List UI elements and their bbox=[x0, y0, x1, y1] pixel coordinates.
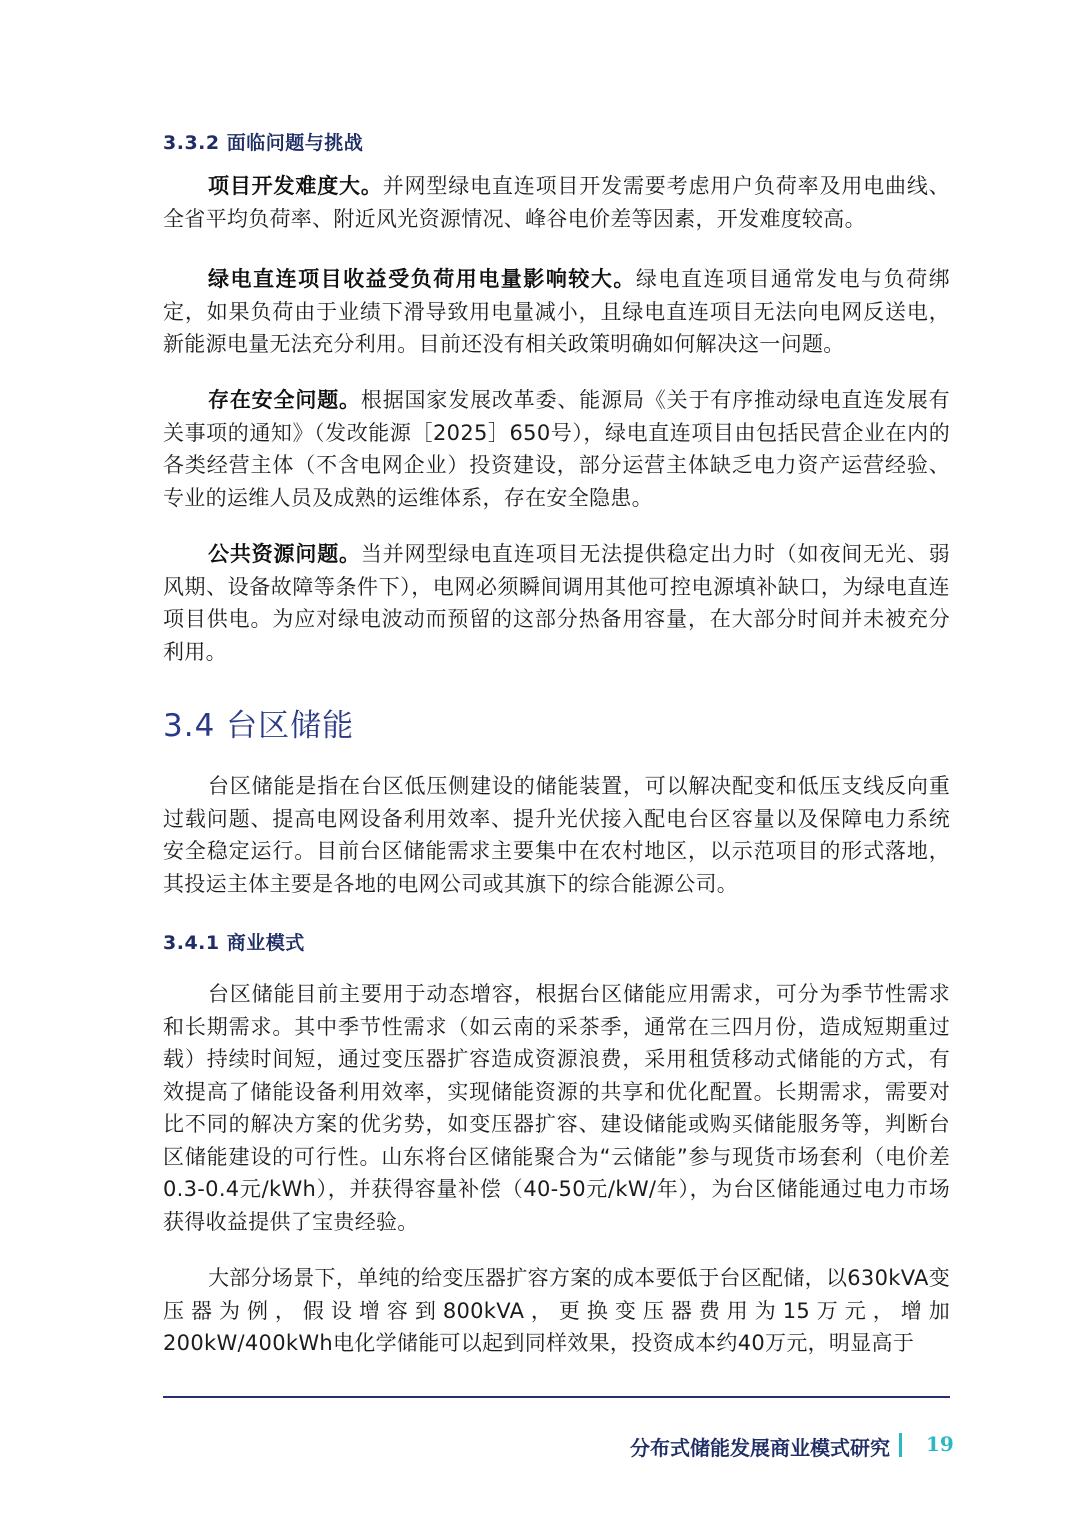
footer-report-title: 分布式储能发展商业模式研究 bbox=[630, 1436, 890, 1460]
section-heading-3-4-1: 3.4.1 商业模式 bbox=[163, 932, 305, 954]
paragraph-text: 根据国家发展改革委、能源局《关于有序推动绿电直连发展有关事项的通知》（发改能源［2025］650号），绿电直连项目由包括民营企业在内的各类经营主体（不含电网企业）投资建设，部分运营主体缺乏电力资产运营经验、专业的运维人员及成熟的运维体系，存在安全隐患。 bbox=[163, 388, 950, 510]
section-heading-3-3-2: 3.3.2 面临问题与挑战 bbox=[163, 132, 364, 154]
paragraph-load-impact bbox=[163, 263, 950, 361]
paragraph-lead: 存在安全问题。 bbox=[208, 388, 361, 412]
paragraph-text: 当并网型绿电直连项目无法提供稳定出力时（如夜间无光、弱风期、设备故障等条件下），电网必须瞬间调用其他可控电源填补缺口，为绿电直连项目供电。为应对绿电波动而预留的这部分热备用容量，在大部分时间并未被充分利用。 bbox=[163, 542, 950, 664]
footer-separator bbox=[899, 1433, 902, 1457]
paragraph-business-model: 台区储能目前主要用于动态增容，根据台区储能应用需求，可分为季节性需求和长期需求。其中季节性需求（如云南的采茶季，通常在三四月份，造成短期重过载）持续时间短，通过变压器扩容造成资源浪费，采用租赁移动式储能的方式，有效提高了储能设备利用效率，实现储能资源的共享和优化配置。长期需求，需要对比不同的解决方案的优劣势，如变压器扩容、建设储能或购买储能服务等，判断台区储能建设的可行性。山东将台区储能聚合为“云储能”参与现货市场套利（电价差0.3-0.4元/kWh），并获得容量补偿（40-50元/kW/年），为台区储能通过电力市场获得收益提供了宝贵经验。 bbox=[163, 982, 950, 1234]
section-heading-3-4: 3.4 台区储能 bbox=[163, 708, 355, 744]
paragraph-text: 绿电直连项目通常发电与负荷绑定，如果负荷由于业绩下滑导致用电量减小，且绿电直连项目无法向电网反送电，新能源电量无法充分利用。目前还没有相关政策明确如何解决这一问题。 bbox=[163, 267, 951, 356]
paragraph-lead: 项目开发难度大。 bbox=[208, 174, 383, 198]
paragraph-cost-comparison: 大部分场景下，单纯的给变压器扩容方案的成本要低于台区配储，以630kVA变压器为例，假设增容到800kVA，更换变压器费用为15万元，增加200kW/400kWh电化学储能可以起到同样效果，投资成本约40万元，明显高于 bbox=[163, 1266, 950, 1355]
paragraph-taiqu-storage-intro: 台区储能是指在台区低压侧建设的储能装置，可以解决配变和低压支线反向重过载问题、提高电网设备利用效率、提升光伏接入配电台区容量以及保障电力系统安全稳定运行。目前台区储能需求主要集中在农村地区，以示范项目的形式落地，其投运主体主要是各地的电网公司或其旗下的综合能源公司。 bbox=[163, 774, 950, 896]
paragraph-development-difficulty bbox=[163, 170, 950, 235]
paragraph-lead: 公共资源问题。 bbox=[208, 542, 361, 566]
page-number: 19 bbox=[926, 1432, 954, 1456]
footer-divider bbox=[163, 1396, 950, 1398]
paragraph-lead: 绿电直连项目收益受负荷用电量影响较大。 bbox=[208, 267, 636, 291]
paragraph-public-resource bbox=[163, 538, 950, 668]
paragraph-safety-issue bbox=[163, 384, 950, 514]
paragraph-text: 并网型绿电直连项目开发需要考虑用户负荷率及用电曲线、全省平均负荷率、附近风光资源情况、峰谷电价差等因素，开发难度较高。 bbox=[163, 174, 950, 231]
